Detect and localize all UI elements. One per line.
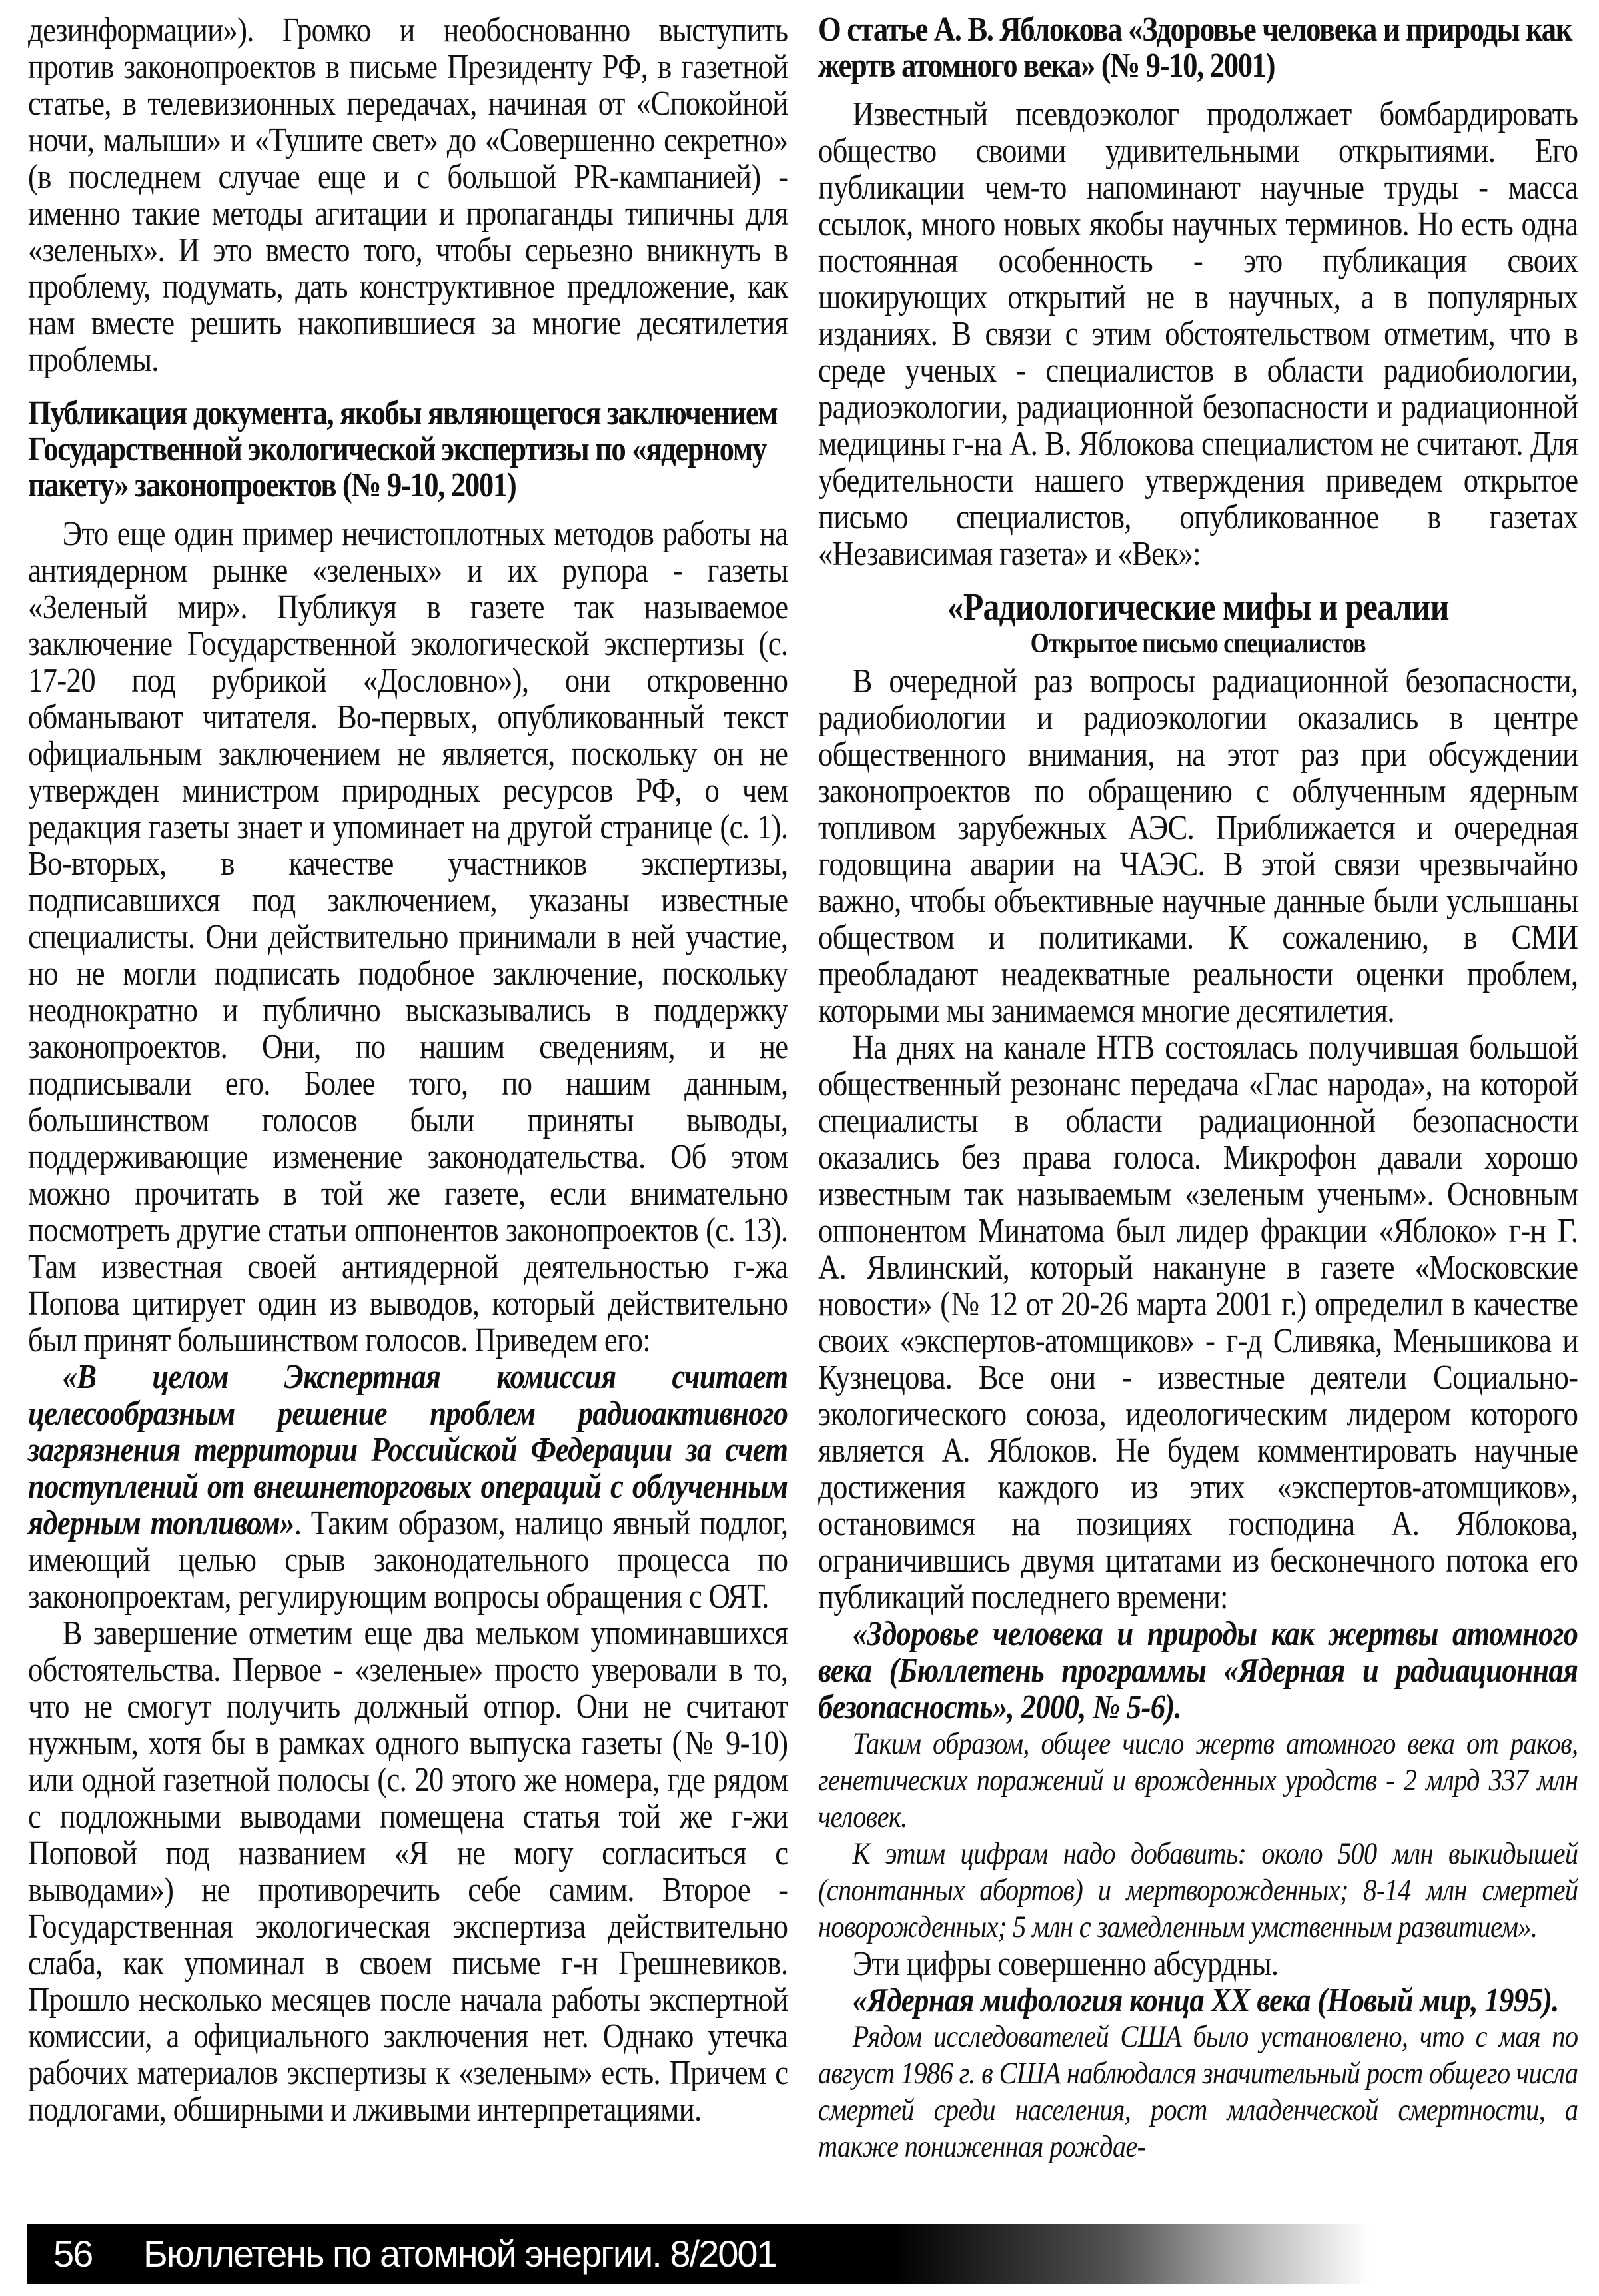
paragraph: Эти цифры совершенно абсурдны. [852, 1945, 1279, 1983]
quote-text: Таким образом, общее число жертв атомного века от раков, генетических поражений и врожденных уродств - 2 млрд 337 млн человек. [818, 1726, 1578, 1834]
quote: «В целом Экспертная комиссия считает целесообразным решение проблем радиоактивного загрязнения территории Российской Федерации за счет поступлений от внешнеторговых операций с облученным ядерным топливом» [28, 1358, 788, 1542]
section-heading: Публикация документа, якобы являющегося заключением Государственной экологической экспертизы по «ядерному пакету» законопроектов (№ 9-10, 2001) [28, 394, 778, 504]
page-footer [27, 2224, 1426, 2284]
section-heading: О статье А. В. Яблокова «Здоровье человека и природы как жертв атомного века» (№ 9-10, 2001) [818, 11, 1572, 85]
paragraph: Это еще один пример нечистоплотных методов работы на антиядерном рынке «зеленых» и их рупора - газеты «Зеленый мир». Публикуя в газете так называемое заключение Государственной экологической экспертизы (с. 17-20 под рубрикой «Дословно»), они откровенно обманывают читателя. Во-первых, опубликованный текст официальным заключением не является, поскольку он не утвержден министром природных ресурсов РФ, о чем редакция газеты знает и упоминает на другой странице (с. 1). Во-вторых, в качестве участников экспертизы, подписавшихся под заключением, указаны известные специалисты. Они действительно принимали в ней участие, но не могли подписать подобное заключение, поскольку неоднократно и публично высказывались в поддержку законопроектов. Они, по нашим сведениям, и не подписывали его. Более того, по нашим данным, большинством голосов были приняты выводы, поддерживающие изменение законодательства. Об этом можно прочитать в той же газете, если внимательно посмотреть другие статьи оппонентов законопроектов (с. 13). Там известная своей антиядерной деятельностью г-жа Попова цитирует один из выводов, который действительно был принят большинством голосов. Приведем его: [28, 515, 788, 1359]
paragraph: Известный псевдоэколог продолжает бомбардировать общество своими удивительными открытиями. Его публикации чем-то напоминают научные труды - масса ссылок, много новых якобы научных терминов. Но есть одна постоянная особенность - это публикация своих шокирующих открытий не в научных, а в популярных изданиях. В связи с этим обстоятельством отметим, что в среде ученых - специалистов в области радиобиологии, радиоэкологии, радиационной безопасности и радиационной медицины г-на А. В. Яблокова специалистом не считают. Для убедительности нашего утверждения приведем открытое письмо специалистов, опубликованное в газетах «Независимая газета» и «Век»: [818, 95, 1578, 573]
paragraph: дезинформации»). Громко и необоснованно выступить против законопроектов в письме Президенту РФ, в газетной статье, в телевизионных передачах, начиная от «Спокойной ночи, малыши» и «Тушите свет» до «Совершенно секретно» (в последнем случае еще и с большой PR-кампанией) - именно такие методы агитации и пропаганды типичны для «зеленых». И это вместо того, чтобы серьезно вникнуть в проблему, подумать, дать конструктивное предложение, как нам вместе решить накопившиеся за многие десятилетия проблемы. [28, 11, 788, 379]
paragraph-with-quote [28, 1359, 788, 1615]
page-number: 56 [53, 2233, 93, 2275]
paragraph-text: . Таким образом, налицо явный подлог, имеющий целью срыв законодательного процесса по законопроектам, регулирующим вопросы обращения с ОЯТ. [28, 1504, 788, 1616]
quote-source: «Ядерная мифология конца XX века (Новый мир, 1995). [852, 1982, 1559, 2019]
paragraph: В очередной раз вопросы радиационной безопасности, радиобиологии и радиоэкологии оказались в центре общественного внимания, на этот раз при обсуждении законопроектов по обращению с облученным ядерным топливом зарубежных АЭС. Приближается и очередная годовщина аварии на ЧАЭС. В этой связи чрезвычайно важно, чтобы объективные научные данные были услышаны обществом и политиками. К сожалению, в СМИ преобладают неадекватные реальности оценки проблем, которыми мы занимаемся многие десятилетия. [818, 662, 1578, 1030]
right-column [818, 12, 1578, 2165]
left-column [28, 12, 788, 2128]
paragraph: На днях на канале НТВ состоялась получившая большой общественный резонанс передача «Глас народа», на которой специалисты в области радиационной безопасности оказались без права голоса. Микрофон давали хорошо известным так называемым «зеленым ученым». Основным оппонентом Минатома был лидер фракции «Яблоко» г-н Г. А. Явлинский, который накануне в газете «Московские новости» (№ 12 от 20-26 марта 2001 г.) определил в качестве своих «экспертов-атомщиков» - г-д Сливяка, Меньшикова и Кузнецова. Все они - известные деятели Социально-экологического союза, идеологическим лидером которого является А. Яблоков. Не будем комментировать научные достижения каждого из этих «экспертов-атомщиков», остановимся на позициях господина А. Яблокова, ограничившись двумя цитатами из бесконечного потока его публикаций последнего времени: [818, 1029, 1578, 1616]
quote-text: К этим цифрам надо добавить: около 500 млн выкидышей (спонтанных абортов) и мертворожденных; 8-14 млн смертей новорожденных; 5 млн с замедленным умственным развитием». [818, 1836, 1578, 1944]
quote-text: Рядом исследователей США было установлено, что с мая по август 1986 г. в США наблюдался значительный рост общего числа смертей среди населения, рост младенческой смертности, а также пониженная рождае- [818, 2019, 1578, 2164]
letter-title: «Радиологические мифы и реалии [947, 585, 1449, 628]
journal-title: Бюллетень по атомной энергии. 8/2001 [143, 2233, 776, 2275]
paragraph: В завершение отметим еще два мельком упоминавшихся обстоятельства. Первое - «зеленые» просто уверовали в то, что не смогут получить должный отпор. Они не считают нужным, хотя бы в рамках одного выпуска газеты (№ 9-10) или одной газетной полосы (с. 20 этого же номера, где рядом с подложными выводами помещена статья той же г-жи Поповой под названием «Я не могу согласиться с выводами») не противоречить себе самим. Второе - Государственная экологическая экспертиза действительно слаба, как упоминал в своем письме г-н Грешневиков. Прошло несколько месяцев после начала работы экспертной комиссии, а официального заключения нет. Однако утечка рабочих материалов экспертизы к «зеленым» есть. Причем с подлогами, обширными и лживыми интерпретациями. [28, 1614, 788, 2129]
quote-source: «Здоровье человека и природы как жертвы атомного века (Бюллетень программы «Ядерная и радиационная безопасность», 2000, № 5-6). [818, 1615, 1578, 1726]
letter-subtitle: Открытое письмо специалистов [1030, 628, 1366, 659]
